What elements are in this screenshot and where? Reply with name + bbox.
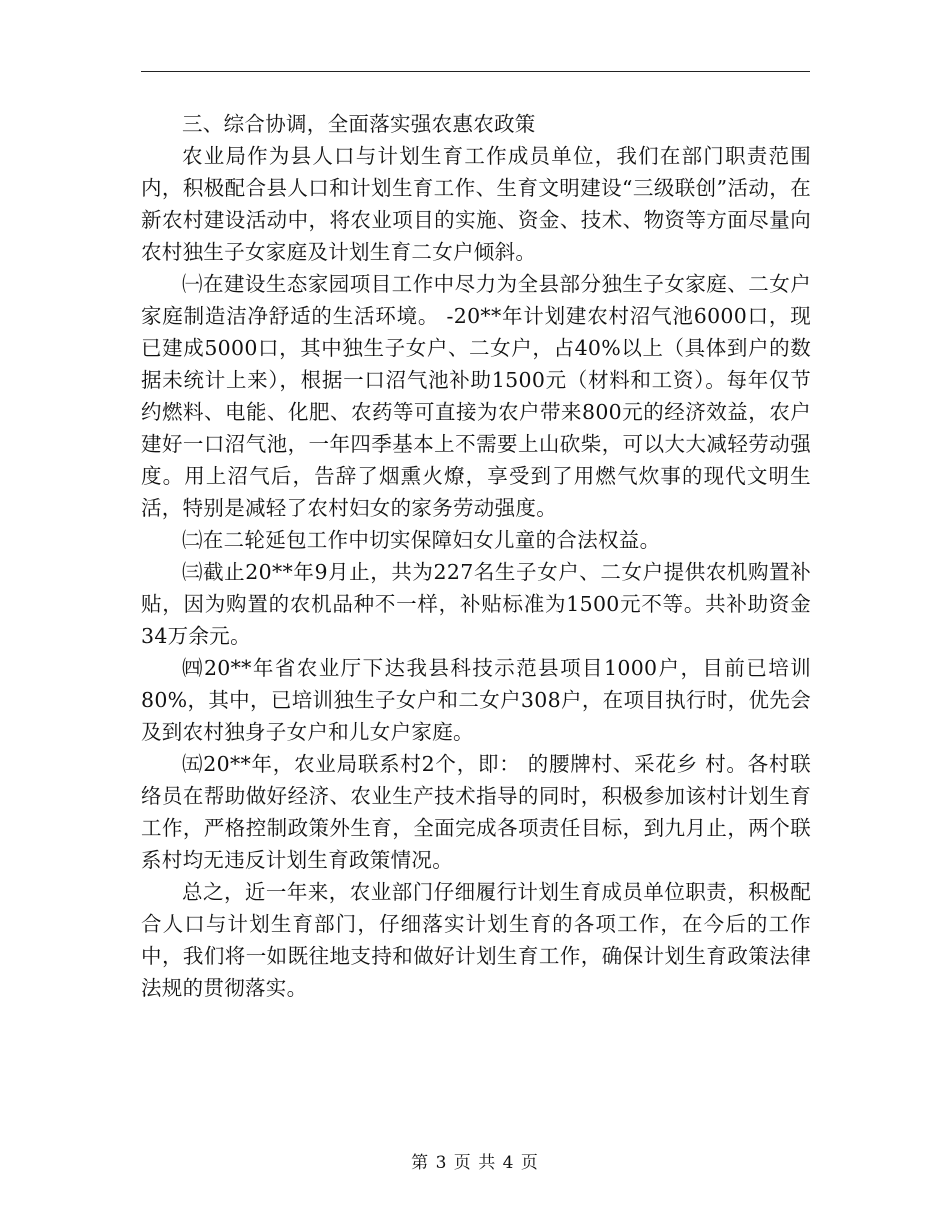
paragraph-item-4: ㈣20**年省农业厅下达我县科技示范县项目1000户，目前已培训80%，其中，已培训独生子女户和二女户308户，在项目执行时，优先会及到农村独身子女户和儿女户家庭。 bbox=[141, 656, 811, 744]
paragraph-summary: 总之，近一年来，农业部门仔细履行计划生育成员单位职责，积极配合人口与计划生育部门，仔细落实计划生育的各项工作，在今后的工作中，我们将一如既往地支持和做好计划生育工作，确保计划生育政策法律法规的贯彻落实。 bbox=[141, 880, 811, 1000]
document-body bbox=[141, 108, 811, 1004]
paragraph-item-5: ㈤20**年，农业局联系村2个，即： 的腰牌村、采花乡 村。各村联络员在帮助做好经济、农业生产技术指导的同时，积极参加该村计划生育工作，严格控制政策外生育，全面完成各项责任目标，到九月止，两个联系村均无违反计划生育政策情况。 bbox=[141, 752, 811, 872]
paragraph-item-1: ㈠在建设生态家园项目工作中尽力为全县部分独生子女家庭、二女户家庭制造洁净舒适的生活环境。 -20**年计划建农村沼气池6000口，现已建成5000口，其中独生子女户、二女户，占40%以上（具体到户的数据未统计上来），根据一口沼气池补助1500元（材料和工资）。每年仅节约燃料、电能、化肥、农药等可直接为农户带来800元的经济效益，农户建好一口沼气池，一年四季基本上不需要上山砍柴，可以大大减轻劳动强度。用上沼气后，告辞了烟熏火燎，享受到了用燃气炊事的现代文明生活，特别是减轻了农村妇女的家务劳动强度。 bbox=[141, 272, 811, 520]
page-number: 第 3 页 共 4 页 bbox=[411, 1153, 539, 1173]
section-heading: 三、综合协调，全面落实强农惠农政策 bbox=[182, 112, 536, 136]
paragraph-intro: 农业局作为县人口与计划生育工作成员单位，我们在部门职责范围内，积极配合县人口和计划生育工作、生育文明建设“三级联创”活动，在新农村建设活动中，将农业项目的实施、资金、技术、物资等方面尽量向农村独生子女家庭及计划生育二女户倾斜。 bbox=[141, 144, 811, 264]
paragraph-item-2: ㈡在二轮延包工作中切实保障妇女儿童的合法权益。 bbox=[182, 528, 661, 552]
page-footer bbox=[0, 1148, 950, 1173]
paragraph-item-3: ㈢截止20**年9月止，共为227名生子女户、二女户提供农机购置补贴，因为购置的农机品种不一样，补贴标准为1500元不等。共补助资金34万余元。 bbox=[141, 560, 811, 648]
header-divider bbox=[141, 71, 810, 72]
